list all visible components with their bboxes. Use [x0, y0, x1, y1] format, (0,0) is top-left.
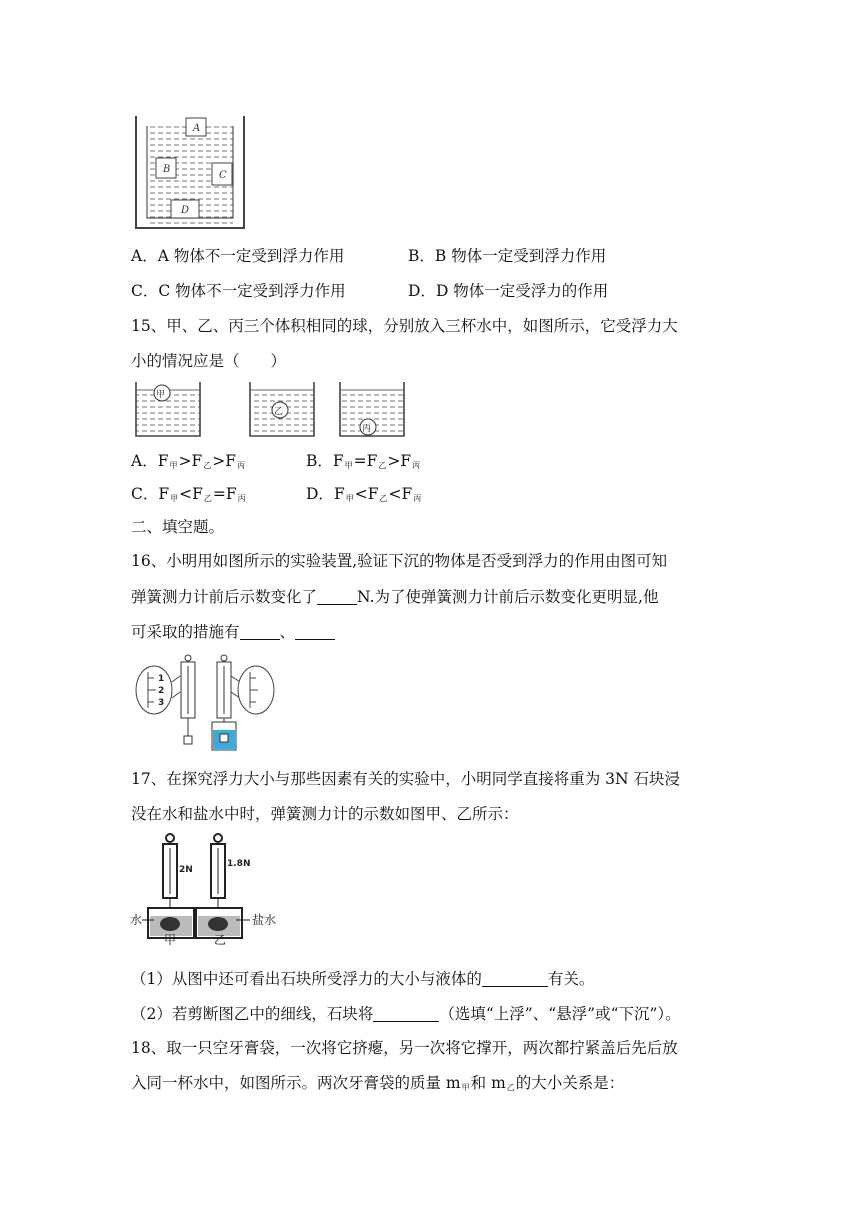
q17-sub2: （2）若剪断图乙中的细线，石块将 （选填“上浮”、“悬浮”或“下沉”）。 [131, 1005, 681, 1023]
q16-line1: 16、小明用如图所示的实验装置,验证下沉的物体是否受到浮力的作用由图可知 [131, 552, 668, 570]
q15-stem-line1: 15、甲、乙、丙三个体积相同的球，分别放入三杯水中，如图所示，它受浮力大 [131, 317, 678, 335]
q17-line1: 17、在探究浮力大小与那些因素有关的实验中，小明同学直接将重为 3N 石块浸 [131, 770, 681, 788]
label-water: 水 [130, 913, 143, 927]
q15-option-a: A．$F_甲>F_乙>F_丙$ [131, 452, 245, 470]
label-c: C [219, 170, 227, 181]
label-brine: 盐水 [252, 913, 277, 927]
label-b: B [163, 164, 171, 175]
scale-mark-2: 2 [158, 686, 165, 696]
q18-line1: 18、取一只空牙膏袋，一次将它挤瘪，另一次将它撑开，两次都拧紧盖后先后放 [131, 1039, 678, 1057]
q14-option-c: C．C 物体不一定受到浮力作用 [131, 282, 346, 300]
q14-option-a: A．A 物体不一定受到浮力作用 [131, 247, 345, 265]
q17-figure [130, 832, 300, 947]
label-d: D [181, 205, 190, 216]
q15-stem-line2: 小的情况应是（ ） [131, 352, 287, 370]
q16-line3: 可采取的措施有 、 [131, 622, 335, 642]
q18-line2: 入同一杯水中，如图所示。两次牙膏袋的质量 $m_甲$和 $m_乙$的大小关系是： [131, 1074, 625, 1092]
ball-yi: 乙 [274, 407, 284, 417]
scale-mark-1: 1 [158, 674, 165, 684]
q15-option-d: D．$F_甲<F_乙<F_丙$ [306, 485, 422, 503]
q16-figure [134, 652, 278, 752]
ball-jia: 甲 [156, 390, 166, 400]
q15-option-b: B．$F_甲=F_乙>F_丙$ [306, 452, 421, 470]
label-a: A [193, 123, 201, 134]
q15-option-c: C．$F_甲<F_乙=F_丙$ [131, 485, 246, 503]
q14-figure [134, 112, 246, 230]
scale-mark-3: 3 [158, 698, 165, 708]
label-yi: 乙 [214, 933, 227, 947]
ball-bing: 丙 [362, 424, 372, 434]
q16-line2: 弹簧测力计前后示数变化了 N.为了使弹簧测力计前后示数变化更明显,他 [131, 588, 659, 606]
q17-sub1: （1）从图中还可看出石块所受浮力的大小与液体的 有关。 [131, 970, 595, 988]
q14-option-b: B．B 物体一定受到浮力作用 [408, 247, 607, 265]
reading-2n: 2N [179, 865, 193, 875]
reading-1-8n: 1.8N [227, 859, 251, 869]
q15-figure [134, 380, 404, 440]
q17-line2: 没在水和盐水中时，弹簧测力计的示数如图甲、乙所示： [131, 805, 519, 823]
section-title: 二、填空题。 [131, 518, 225, 536]
q14-option-d: D．D 物体一定受浮力的作用 [408, 282, 609, 300]
label-jia: 甲 [164, 933, 177, 947]
